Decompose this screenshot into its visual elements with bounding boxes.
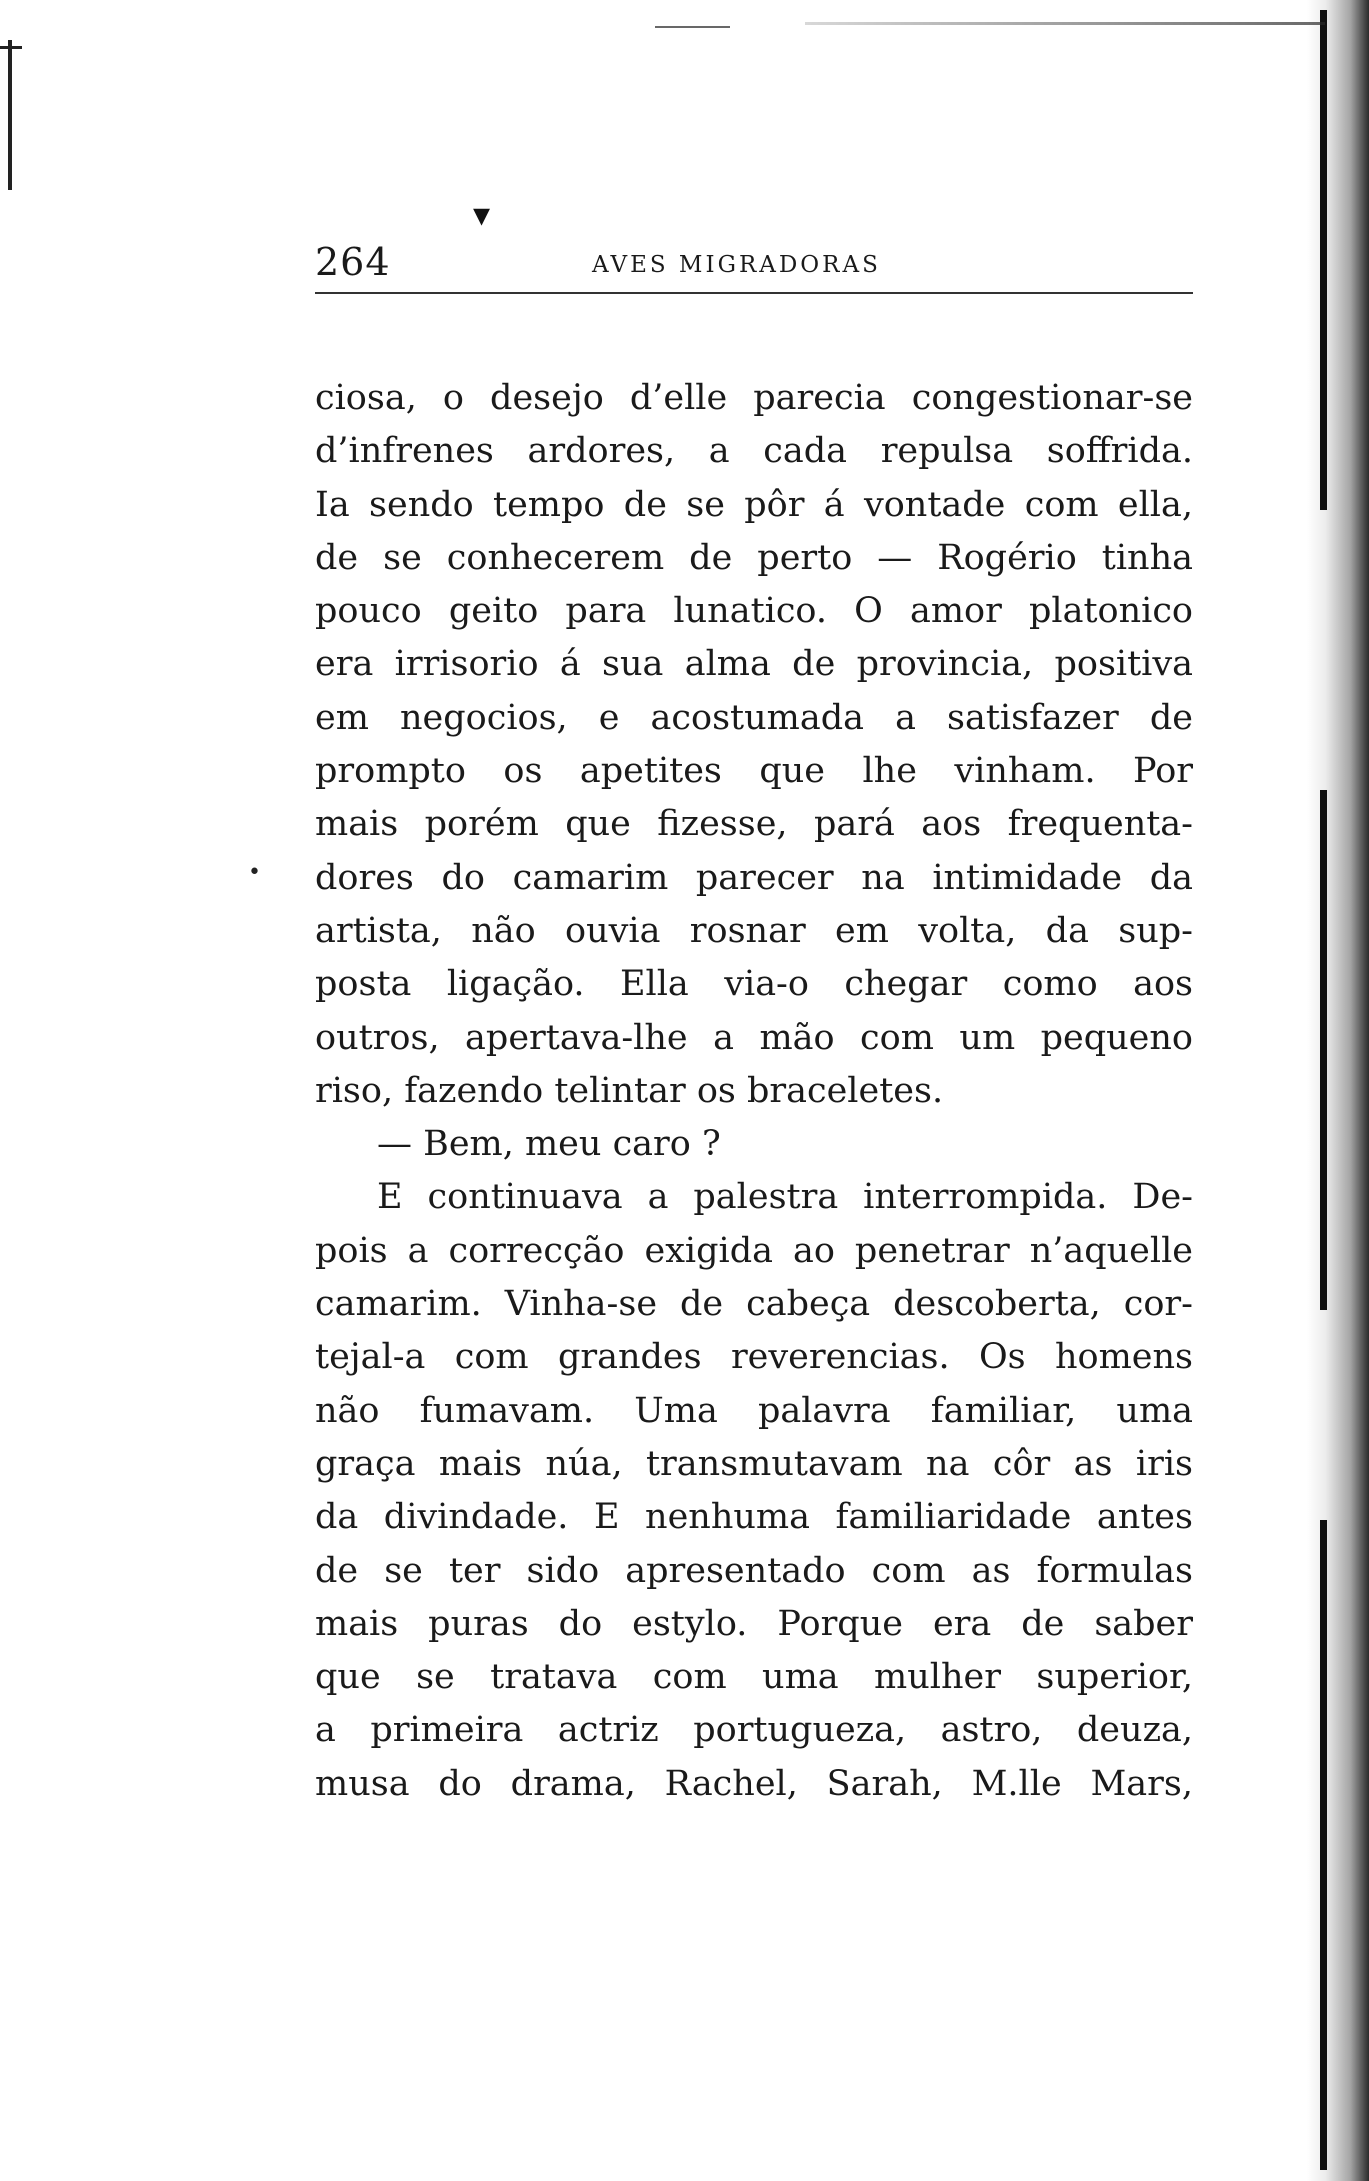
scan-stroke-top-small bbox=[655, 26, 730, 28]
scan-stroke-top bbox=[805, 22, 1325, 25]
text-line: dores do camarim parecer na intimidade da bbox=[315, 857, 1193, 898]
ink-blot: ▾ bbox=[473, 195, 491, 235]
binding-line-middle bbox=[1320, 790, 1327, 1310]
text-line: de se ter sido apresentado com as formulas bbox=[315, 1550, 1193, 1591]
text-line: a primeira actriz portugueza, astro, deuza, bbox=[315, 1710, 1193, 1751]
text-line: em negocios, e acostumada a satisfazer de bbox=[315, 697, 1193, 738]
text-line: que se tratava com uma mulher superior, bbox=[315, 1657, 1193, 1698]
running-head bbox=[315, 236, 1193, 292]
text-line: d’infrenes ardores, a cada repulsa soffrida. bbox=[315, 431, 1193, 472]
text-line: prompto os apetites que lhe vinham. Por bbox=[315, 751, 1193, 792]
margin-dot: • bbox=[248, 860, 261, 885]
running-title: AVES MIGRADORAS bbox=[592, 252, 881, 278]
text-line: ciosa, o desejo d’elle parecia congestionar-se bbox=[315, 378, 1193, 418]
scan-mark-left-top bbox=[0, 46, 22, 49]
text-line: mais puras do estylo. Porque era de saber bbox=[315, 1603, 1193, 1644]
text-line: artista, não ouvia rosnar em volta, da sup- bbox=[315, 910, 1193, 951]
text-line: posta ligação. Ella via-o chegar como aos bbox=[315, 964, 1193, 1005]
text-line: era irrisorio á sua alma de provincia, positiva bbox=[315, 644, 1193, 685]
binding-line-top bbox=[1320, 10, 1327, 510]
header-rule bbox=[315, 292, 1193, 294]
text-line: mais porém que fizesse, pará aos frequenta- bbox=[315, 804, 1193, 845]
page-number: 264 bbox=[315, 240, 391, 284]
text-line: musa do drama, Rachel, Sarah, M.lle Mars, bbox=[315, 1763, 1193, 1804]
body-text bbox=[315, 372, 1193, 1811]
binding-line-bottom bbox=[1320, 1520, 1327, 2170]
text-line: graça mais núa, transmutavam na côr as iris bbox=[315, 1443, 1193, 1484]
text-line: riso, fazendo telintar os braceletes. bbox=[315, 1070, 944, 1111]
text-line: Ia sendo tempo de se pôr á vontade com ella, bbox=[315, 484, 1193, 525]
text-line: da divindade. E nenhuma familiaridade antes bbox=[315, 1497, 1193, 1538]
dialogue-line: — Bem, meu caro ? bbox=[377, 1124, 721, 1165]
text-line: camarim. Vinha-se de cabeça descoberta, cor- bbox=[315, 1284, 1193, 1325]
paragraph-start-line: E continuava a palestra interrompida. De- bbox=[377, 1177, 1193, 1218]
text-line: tejal-a com grandes reverencias. Os homens bbox=[315, 1337, 1193, 1378]
text-line: de se conhecerem de perto — Rogério tinha bbox=[315, 537, 1193, 578]
text-line: pouco geito para lunatico. O amor platonico bbox=[315, 591, 1193, 632]
text-line: pois a correcção exigida ao penetrar n’aquelle bbox=[315, 1230, 1193, 1271]
scan-mark-left bbox=[8, 40, 12, 190]
text-line: não fumavam. Uma palavra familiar, uma bbox=[315, 1390, 1193, 1431]
text-line: outros, apertava-lhe a mão com um pequeno bbox=[315, 1017, 1193, 1058]
binding-shadow bbox=[1307, 0, 1369, 2181]
